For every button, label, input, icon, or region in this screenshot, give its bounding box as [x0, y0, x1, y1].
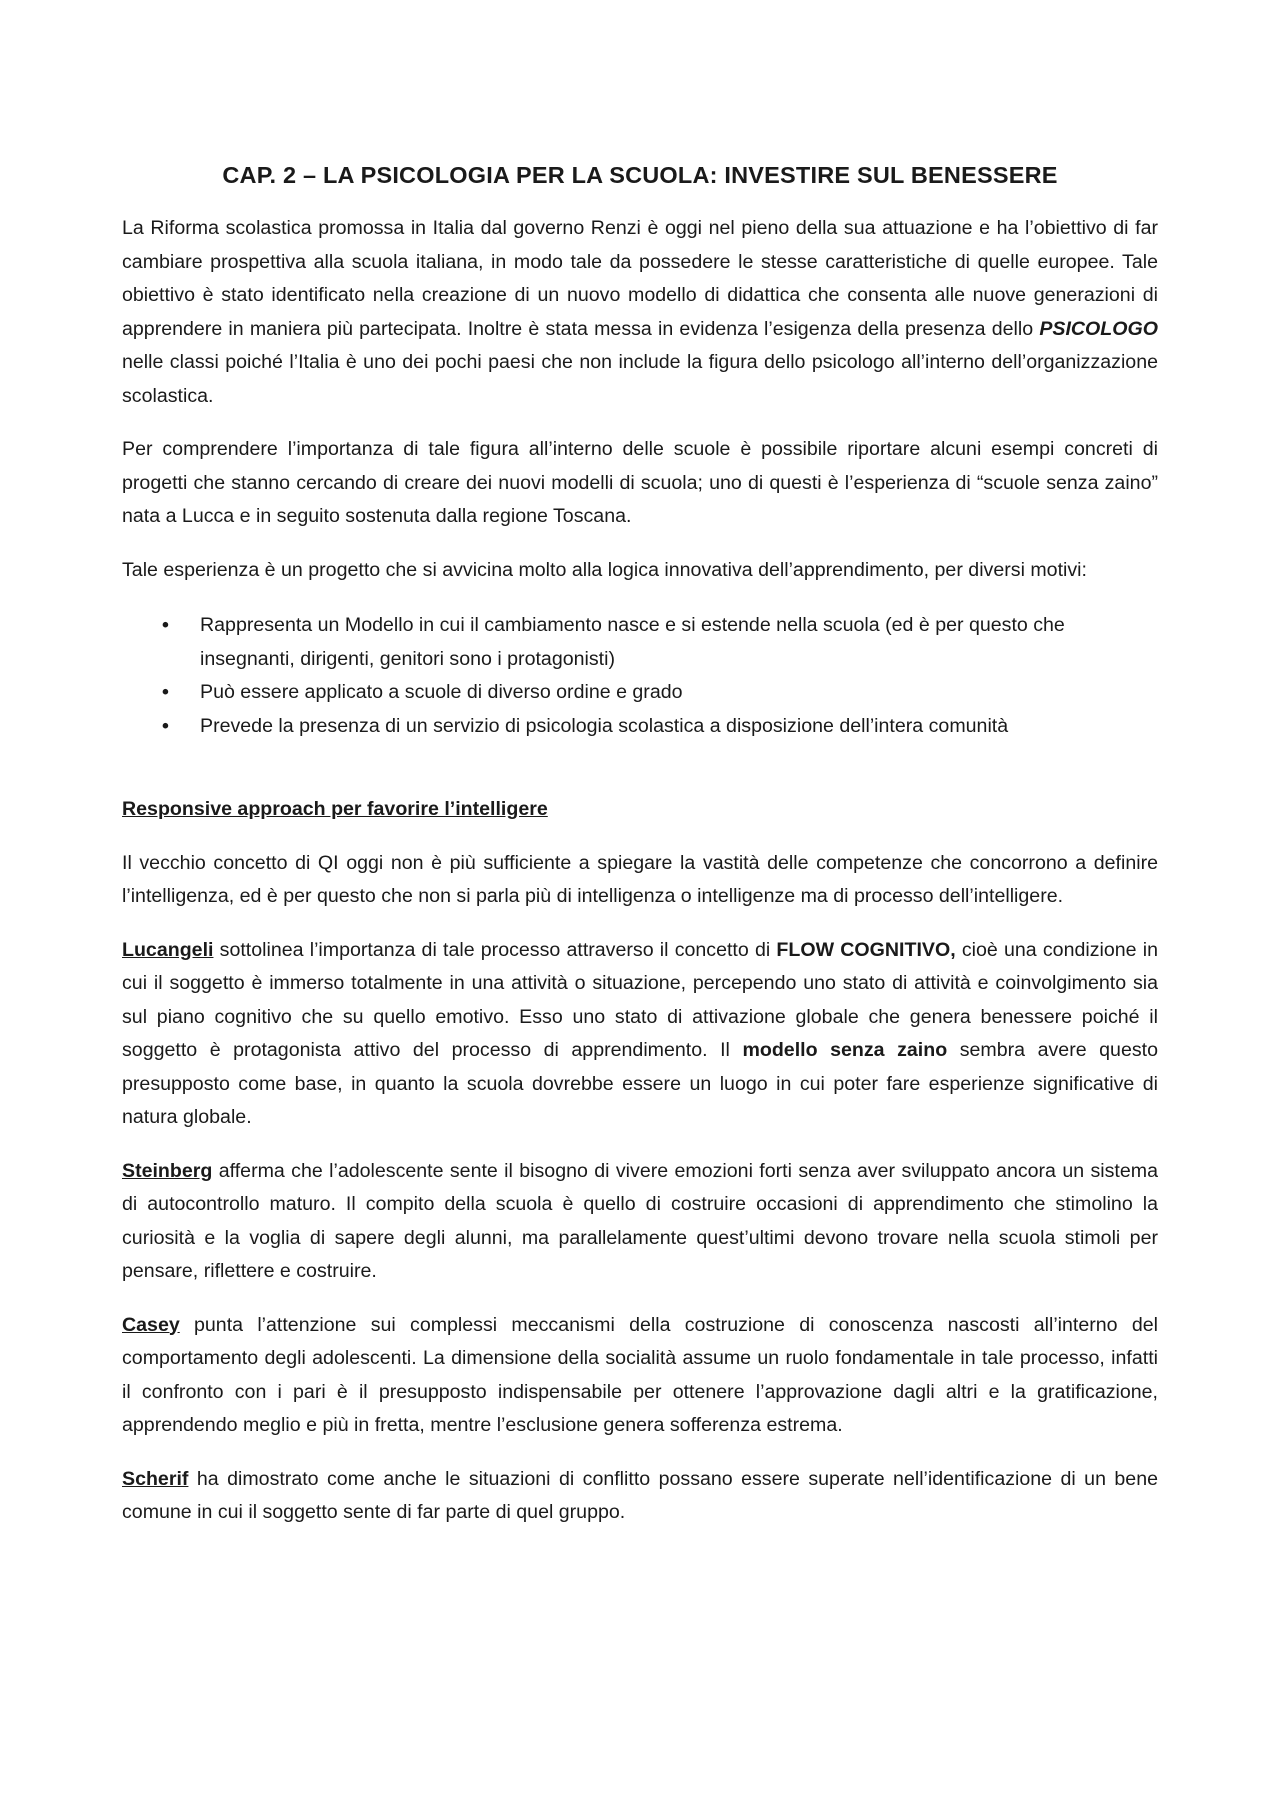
steinberg-text: afferma che l’adolescente sente il bisogno di vivere emozioni forti senza aver sviluppato ancora un sistema di autocontrollo maturo. Il compito della scuola è quello di costruire occasioni di apprendimento che stimolino la curiosità e la voglia di sapere degli alunni, ma parallelamente quest’ultimi devono trovare nella scuola stimoli per pensare, riflettere e costruire.: [122, 1159, 1158, 1282]
steinberg-paragraph: [122, 1155, 1158, 1289]
lucangeli-paragraph: [122, 934, 1158, 1135]
list-item-text: Rappresenta un Modello in cui il cambiamento nasce e si estende nella scuola (ed è per questo che insegnanti, dirigenti, genitori sono i protagonisti): [200, 614, 1065, 670]
list-item-text: Può essere applicato a scuole di diverso ordine e grado: [200, 681, 683, 703]
intro-paragraph-1: [122, 212, 1158, 413]
list-item: [122, 609, 1158, 676]
qi-paragraph: Il vecchio concetto di QI oggi non è più sufficiente a spiegare la vastità delle competenze che concorrono a definire l’intelligenza, ed è per questo che non si parla più di intelligenza o intelligenze ma di processo dell’intelligere.: [122, 851, 1158, 907]
list-item: [122, 676, 1158, 710]
list-item: [122, 710, 1158, 744]
modello-senza-zaino-term: modello senza zaino: [742, 1039, 948, 1061]
bullet-icon: •: [162, 714, 169, 737]
lucangeli-text-b: cioè una condizione in cui il soggetto è immerso totalmente in una attività o situazione, percependo uno stato di attività e coinvolgimento sia sul piano cognitivo che su quello emotivo. Esso uno stato di attivazione globale che genera benessere poiché il soggetto è protagonista attivo del processo di apprendimento. Il: [122, 938, 1159, 1061]
scherif-paragraph: [122, 1463, 1158, 1530]
intro-text-b: nelle classi poiché l’Italia è uno dei pochi paesi che non include la figura dello psicologo all’interno dell’organizzazione scolastica.: [122, 351, 1158, 407]
scherif-text: ha dimostrato come anche le situazioni di conflitto possano essere superate nell’identificazione di un bene comune in cui il soggetto sente di far parte di quel gruppo.: [122, 1467, 1158, 1523]
intro-paragraph-2: Per comprendere l’importanza di tale figura all’interno delle scuole è possibile riportare alcuni esempi concreti di progetti che stanno cercando di creare dei nuovi modelli di scuola; uno di questi è l’esperienza di “scuole senza zaino” nata a Lucca e in seguito sostenuta dalla regione Toscana.: [122, 438, 1158, 527]
bullet-icon: •: [162, 614, 169, 636]
document-page: [122, 150, 1158, 1550]
lucangeli-text-a: sottolinea l’importanza di tale processo attraverso il concetto di: [213, 938, 777, 961]
chapter-title: CAP. 2 – LA PSICOLOGIA PER LA SCUOLA: INVESTIRE SUL BENESSERE: [222, 162, 1058, 188]
flow-cognitivo-term: FLOW COGNITIVO,: [776, 938, 956, 961]
intro-text-a: La Riforma scolastica promossa in Italia dal governo Renzi è oggi nel pieno della sua attuazione e ha l’obiettivo di far cambiare prospettiva alla scuola italiana, in modo tale da possedere le stesse caratteristiche di quelle europee. Tale obiettivo è stato identificato nella creazione di un nuovo modello di didattica che consenta alle nuove generazioni di apprendere in maniera più partecipata. Inoltre è stata messa in evidenza l’esigenza della presenza dello: [122, 217, 1158, 340]
author-lucangeli: Lucangeli: [122, 938, 214, 961]
author-casey: Casey: [122, 1313, 180, 1336]
author-steinberg: Steinberg: [122, 1159, 213, 1182]
bullet-icon: •: [162, 681, 169, 703]
casey-paragraph: [122, 1309, 1158, 1443]
section-heading: Responsive approach per favorire l’intelligere: [122, 798, 548, 820]
author-scherif: Scherif: [122, 1467, 189, 1490]
motives-list: [122, 609, 1158, 743]
list-item-text: Prevede la presenza di un servizio di psicologia scolastica a disposizione dell’intera comunità: [200, 714, 1009, 737]
psicologo-emphasis: PSICOLOGO: [1039, 317, 1158, 340]
lucangeli-text-c: sembra avere questo presupposto come base, in quanto la scuola dovrebbe essere un luogo in cui poter fare esperienze significative di natura globale.: [122, 1039, 1158, 1128]
intro-paragraph-3: Tale esperienza è un progetto che si avvicina molto alla logica innovativa dell’apprendimento, per diversi motivi:: [122, 558, 1087, 581]
casey-text: punta l’attenzione sui complessi meccanismi della costruzione di conoscenza nascosti all’interno del comportamento degli adolescenti. La dimensione della socialità assume un ruolo fondamentale in tale processo, infatti il confronto con i pari è il presupposto indispensabile per ottenere l’approvazione dagli altri e la gratificazione, apprendendo meglio e più in fretta, mentre l’esclusione genera sofferenza estrema.: [122, 1313, 1158, 1436]
